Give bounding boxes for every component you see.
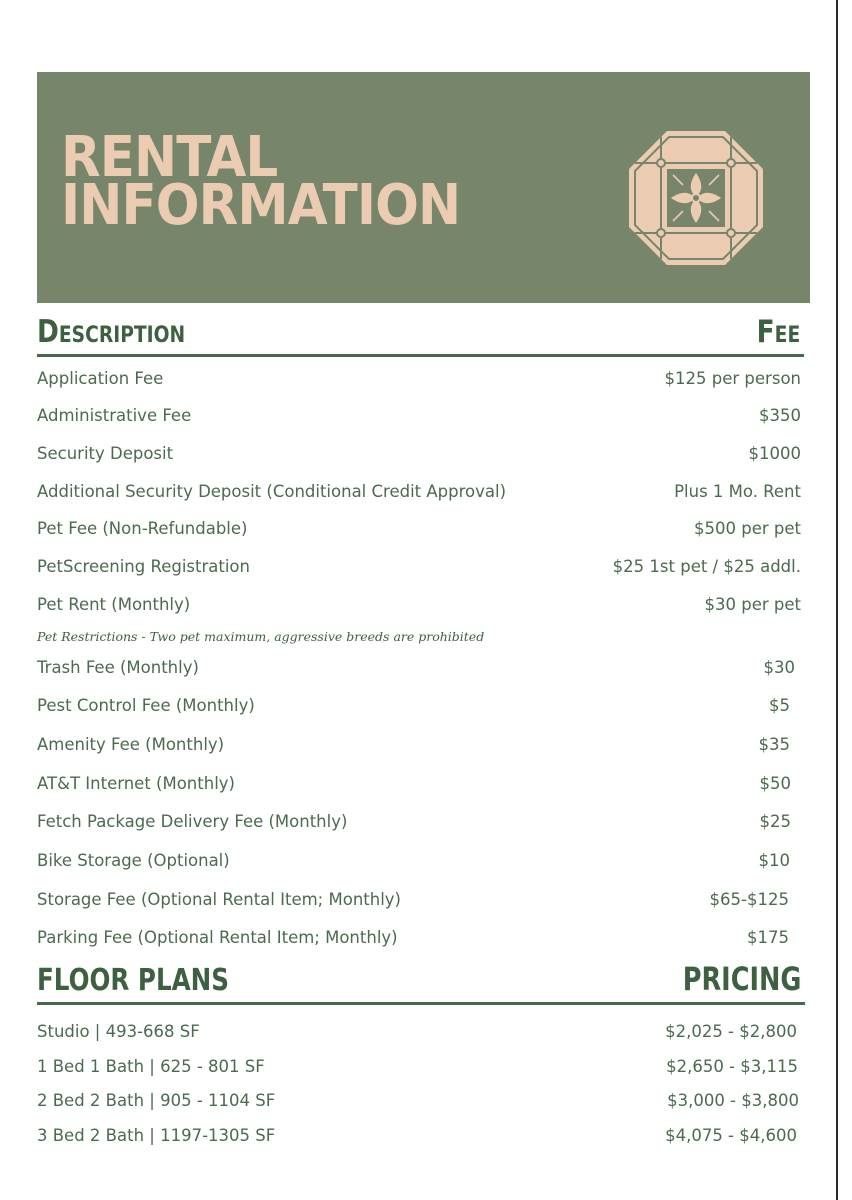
floor-plan-label: 3 Bed 2 Bath | 1197-1305 SF bbox=[37, 1126, 276, 1145]
fee-value: $35 bbox=[758, 735, 790, 754]
fee-value: $1000 bbox=[748, 444, 801, 463]
title-line-2: INFORMATION bbox=[61, 173, 461, 238]
monthly-fee-row bbox=[37, 928, 789, 952]
fee-value: $25 1st pet / $25 addl. bbox=[612, 557, 801, 576]
floor-plan-price: $2,650 - $3,115 bbox=[666, 1057, 798, 1076]
floor-plans-section-header bbox=[37, 960, 805, 1005]
monthly-fee-row bbox=[37, 851, 790, 875]
fee-row bbox=[37, 557, 801, 581]
monthly-fee-row bbox=[37, 658, 795, 682]
fee-label: Trash Fee (Monthly) bbox=[37, 658, 199, 677]
fee-value: $5 bbox=[769, 696, 790, 715]
pet-restrictions-note: Pet Restrictions - Two pet maximum, aggressive breeds are prohibited bbox=[37, 629, 485, 644]
fee-label: Additional Security Deposit (Conditional Credit Approval) bbox=[37, 482, 507, 501]
fees-section-header bbox=[37, 312, 804, 357]
fee-value: $10 bbox=[758, 851, 790, 870]
header-banner bbox=[37, 72, 810, 303]
floor-plans-heading: FLOOR PLANS bbox=[37, 963, 229, 998]
fee-value: $25 bbox=[759, 812, 791, 831]
monthly-fee-row bbox=[37, 812, 791, 836]
pricing-heading: PRICING bbox=[682, 960, 801, 998]
fee-row bbox=[37, 444, 801, 468]
fee-row bbox=[37, 369, 801, 393]
floor-plan-label: 1 Bed 1 Bath | 625 - 801 SF bbox=[37, 1057, 265, 1076]
floor-plan-row bbox=[37, 1126, 797, 1150]
fee-label: Application Fee bbox=[37, 369, 164, 388]
page-edge-border bbox=[836, 0, 838, 1200]
monthly-fee-row bbox=[37, 774, 791, 798]
fee-label: Bike Storage (Optional) bbox=[37, 851, 230, 870]
floor-plan-row bbox=[37, 1057, 798, 1081]
fee-value: $30 per pet bbox=[704, 595, 801, 614]
fee-value: $350 bbox=[759, 406, 801, 425]
description-heading: Description bbox=[37, 314, 186, 350]
fee-label: Security Deposit bbox=[37, 444, 174, 463]
fee-label: Fetch Package Delivery Fee (Monthly) bbox=[37, 812, 348, 831]
title-line-1: RENTAL bbox=[61, 125, 278, 190]
floor-plan-label: 2 Bed 2 Bath | 905 - 1104 SF bbox=[37, 1091, 276, 1110]
monthly-fee-row bbox=[37, 735, 790, 759]
floor-plan-price: $3,000 - $3,800 bbox=[667, 1091, 799, 1110]
fee-row bbox=[37, 406, 801, 430]
monthly-fee-row bbox=[37, 696, 790, 720]
fee-label: Amenity Fee (Monthly) bbox=[37, 735, 225, 754]
floor-plan-row bbox=[37, 1091, 799, 1115]
fee-label: Pet Fee (Non-Refundable) bbox=[37, 519, 248, 538]
floor-plan-label: Studio | 493-668 SF bbox=[37, 1022, 200, 1041]
page-title bbox=[61, 125, 461, 238]
floor-plan-price: $4,075 - $4,600 bbox=[665, 1126, 797, 1145]
fee-label: AT&T Internet (Monthly) bbox=[37, 774, 235, 793]
fee-label: Storage Fee (Optional Rental Item; Monthly) bbox=[37, 890, 401, 909]
fee-value: $65-$125 bbox=[709, 890, 789, 909]
fee-label: PetScreening Registration bbox=[37, 557, 250, 576]
ornamental-tile-icon bbox=[627, 129, 765, 267]
fee-value: $500 per pet bbox=[694, 519, 801, 538]
fee-value: $50 bbox=[759, 774, 791, 793]
floor-plan-row bbox=[37, 1022, 797, 1046]
fee-row bbox=[37, 519, 801, 543]
fee-value: $175 bbox=[747, 928, 789, 947]
fee-label: Parking Fee (Optional Rental Item; Monthly) bbox=[37, 928, 398, 947]
fee-value: $125 per person bbox=[664, 369, 801, 388]
fee-label: Pest Control Fee (Monthly) bbox=[37, 696, 255, 715]
floor-plan-price: $2,025 - $2,800 bbox=[665, 1022, 797, 1041]
fee-row bbox=[37, 482, 801, 506]
monthly-fee-row bbox=[37, 890, 789, 914]
fee-label: Administrative Fee bbox=[37, 406, 192, 425]
fee-heading: Fee bbox=[756, 314, 800, 350]
fee-row bbox=[37, 595, 801, 619]
fee-label: Pet Rent (Monthly) bbox=[37, 595, 191, 614]
fee-value: $30 bbox=[763, 658, 795, 677]
fee-value: Plus 1 Mo. Rent bbox=[674, 482, 801, 501]
